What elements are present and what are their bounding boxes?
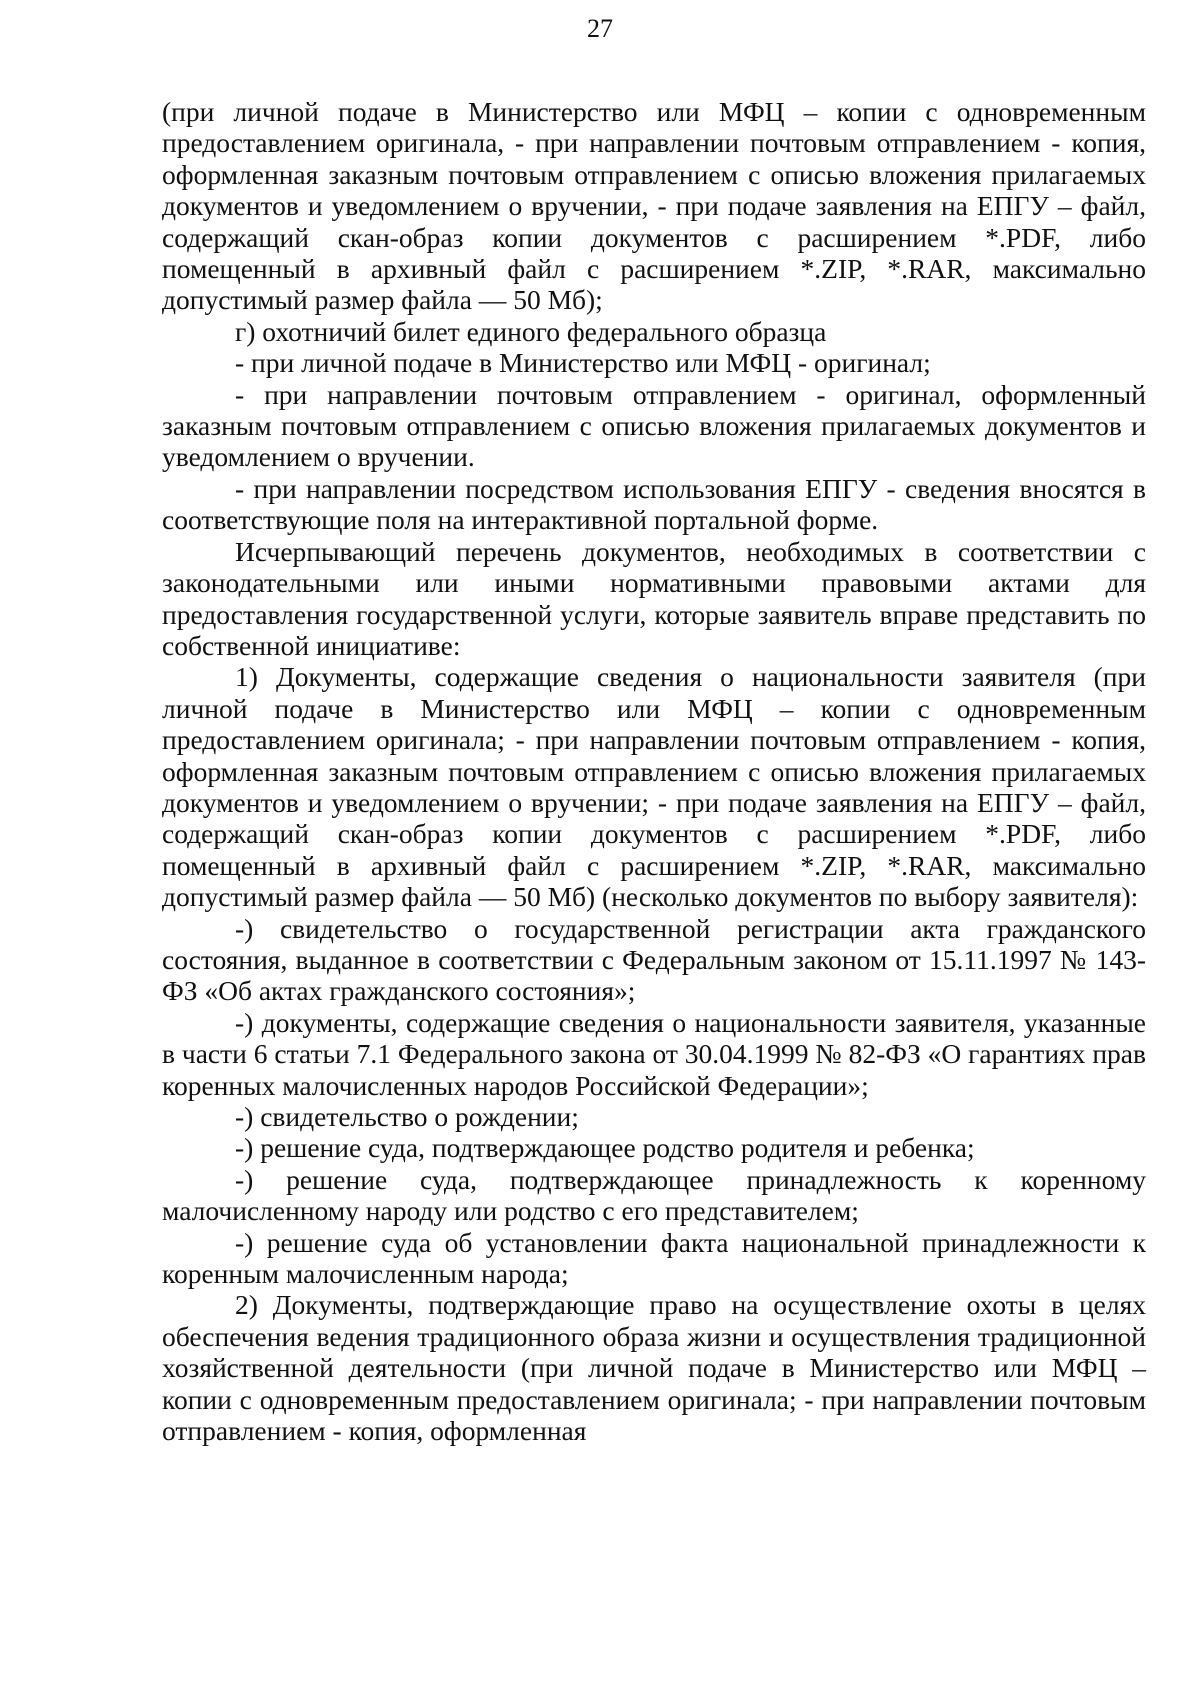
paragraph-document-requirements-continued: (при личной подаче в Министерство или МФЦ – копии с одновременным предоставлением оригинала, - при направлении почтовым отправлением - копия, оформленная заказным почтовым отправлением с описью вложения прилагаемых документов и уведомлением о вручении, - при подаче заявления на ЕПГУ – файл, содержащий скан-образ копии документов с расширением *.PDF, либо помещенный в архивный файл с расширением *.ZIP, *.RAR, максимально допустимый размер файла — 50 Мб);: [162, 96, 1146, 316]
list-item-court-decision-indigenous: -) решение суда, подтверждающее принадлежность к коренному малочисленному народу или родство с его представителем;: [162, 1163, 1146, 1227]
paragraph-optional-documents-intro: Исчерпывающий перечень документов, необходимых в соответствии с законодательными или иными нормативными правовыми актами для предоставления государственной услуги, которые заявитель вправе представить по собственной инициативе:: [162, 535, 1146, 661]
page-number: 27: [587, 14, 613, 43]
paragraph-personal-submission: - при личной подаче в Министерство или МФЦ - оригинал;: [235, 347, 931, 379]
paragraph-epgu-submission: - при направлении посредством использования ЕПГУ - сведения вносятся в соответствующие поля на интерактивной портальной форме.: [162, 472, 1146, 536]
paragraph-nationality-documents: 1) Документы, содержащие сведения о национальности заявителя (при личной подаче в Министерство или МФЦ – копии с одновременным предоставлением оригинала; - при направлении почтовым отправлением - копия, оформленная заказным почтовым отправлением с описью вложения прилагаемых документов и уведомлением о вручении; - при подаче заявления на ЕПГУ – файл, содержащий скан-образ копии документов с расширением *.PDF, либо помещенный в архивный файл с расширением *.ZIP, *.RAR, максимально допустимый размер файла — 50 Мб) (несколько документов по выбору заявителя):: [162, 661, 1146, 913]
list-item-civil-status-certificate: -) свидетельство о государственной регистрации акта гражданского состояния, выданное в соответствии с Федеральным законом от 15.11.1997 № 143-ФЗ «Об актах гражданского состояния»;: [162, 912, 1146, 1007]
list-item-court-decision-nationality: -) решение суда об установлении факта национальной принадлежности к коренным малочисленным народа;: [162, 1226, 1146, 1290]
list-item-nationality-info-documents: -) документы, содержащие сведения о национальности заявителя, указанные в части 6 статьи 7.1 Федерального закона от 30.04.1999 № 82-ФЗ «О гарантиях прав коренных малочисленных народов Российской Федерации»;: [162, 1006, 1146, 1101]
paragraph-hunting-license: г) охотничий билет единого федерального образца: [235, 315, 827, 347]
document-body: [162, 96, 1146, 1446]
paragraph-postal-submission: - при направлении почтовым отправлением - оригинал, оформленный заказным почтовым отправлением с описью вложения прилагаемых документов и уведомлением о вручении.: [162, 378, 1146, 473]
list-item-birth-certificate: -) свидетельство о рождении;: [235, 1101, 579, 1132]
list-item-court-decision-kinship: -) решение суда, подтверждающее родство родителя и ребенка;: [235, 1132, 975, 1164]
paragraph-hunting-rights-documents: 2) Документы, подтверждающие право на осуществление охоты в целях обеспечения ведения традиционного образа жизни и осуществления традиционной хозяйственной деятельности (при личной подаче в Министерство или МФЦ – копии с одновременным предоставлением оригинала; - при направлении почтовым отправлением - копия, оформленная: [162, 1289, 1146, 1447]
